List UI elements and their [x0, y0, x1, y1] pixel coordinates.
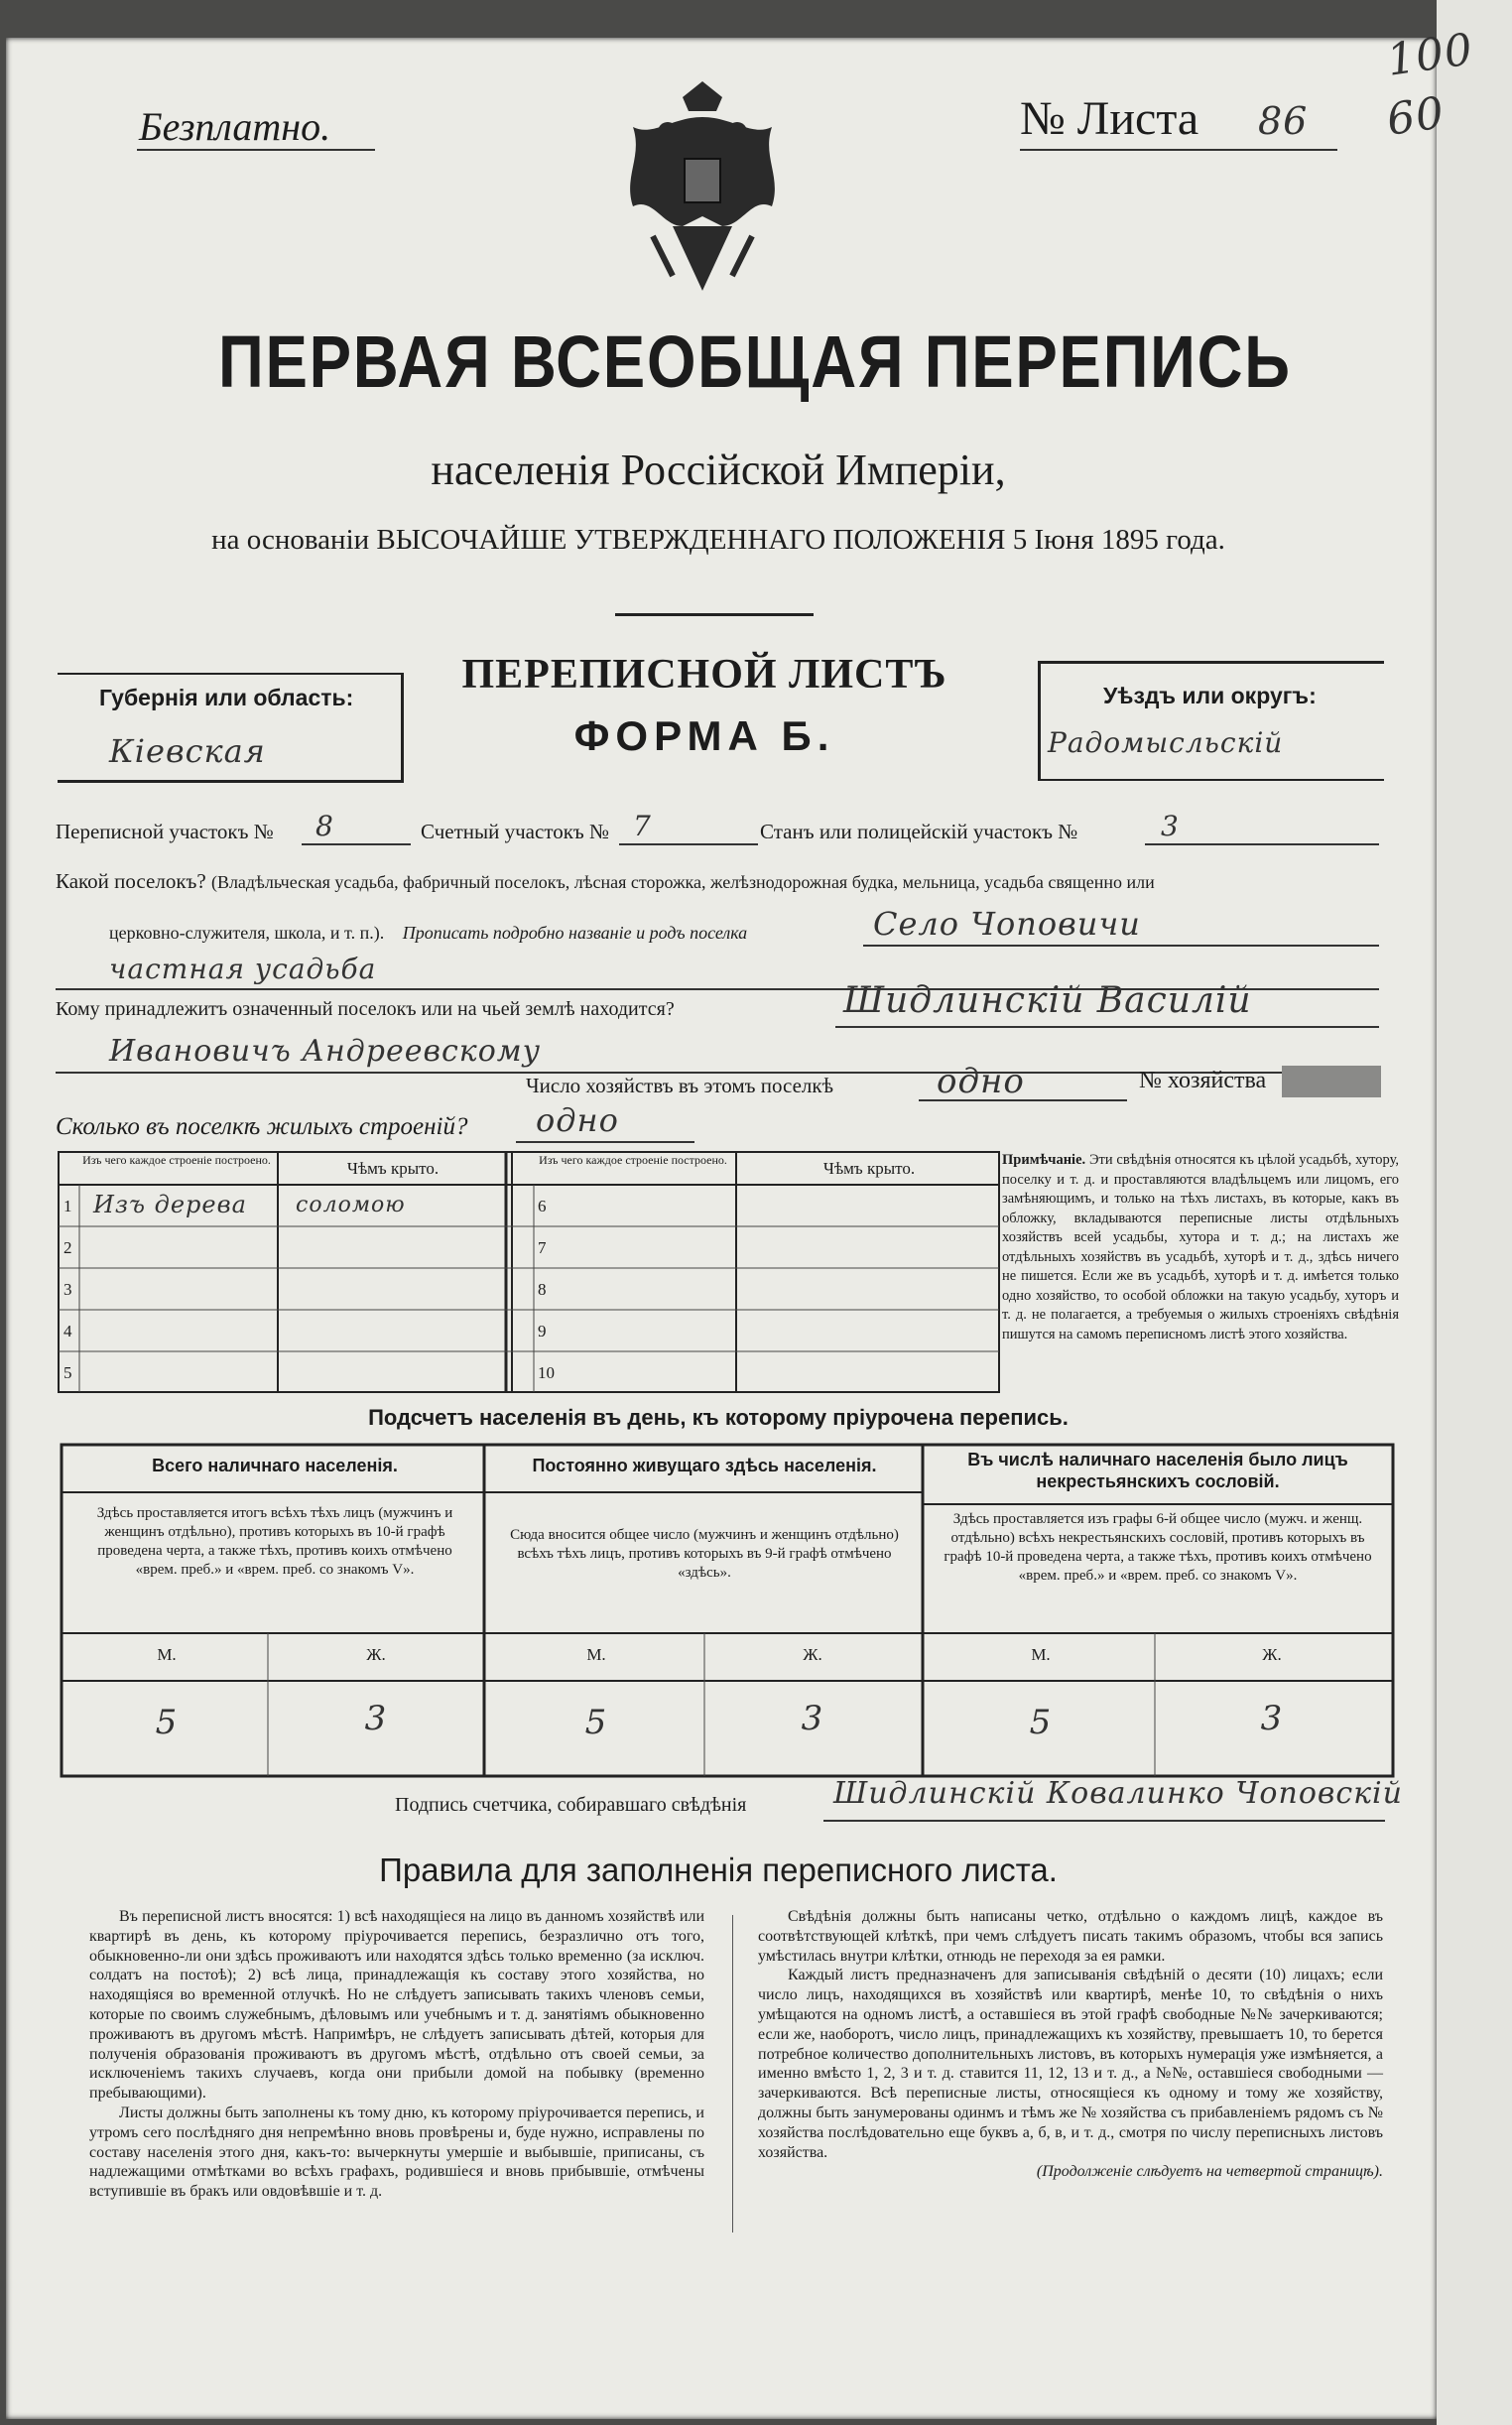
building-row-number: 1	[63, 1197, 72, 1215]
province-label: Губернія или область:	[99, 685, 354, 710]
count-area-label: Счетный участокъ №	[421, 820, 610, 843]
col-material-right: Изъ чего каждое строеніе построено.	[539, 1153, 727, 1167]
settlement-hint: (Владѣльческая усадьба, фабричный поселокъ, лѣсная сторожка, желѣзнодорожная будка, мельница, усадьба священно или	[210, 872, 1155, 892]
sheet-number-value: 86	[1258, 99, 1309, 143]
district-value: Радомысльскій	[1048, 726, 1284, 759]
free-label: Безплатно.	[139, 104, 331, 149]
male-label: М.	[157, 1645, 177, 1664]
note-block	[1002, 1151, 1399, 1344]
buildings-value: одно	[536, 1101, 619, 1139]
count-col-description: Здѣсь проставляется итогъ всѣхъ тѣхъ лицъ (мужчинъ и женщинъ отдѣльно), противъ которыхъ въ 10-й графѣ проведена черта, а также тѣхъ, противъ коихъ отмѣчено «врем. преб.» и «врем. преб. со знакомъ V».	[96, 1505, 453, 1578]
rules-continued: (Продолженіе слѣдуетъ на четвертой страницѣ).	[1036, 2163, 1383, 2181]
census-area-label: Переписной участокъ №	[56, 820, 274, 843]
male-label: М.	[586, 1645, 606, 1664]
police-area-value: 3	[1161, 810, 1180, 842]
building-row-number: 8	[538, 1280, 547, 1299]
count-col-title: Всего наличнаго населенія.	[152, 1456, 398, 1475]
corner-number-2: 60	[1383, 87, 1449, 146]
district-box	[1038, 661, 1384, 781]
settlement-value: Село Чоповичи	[873, 905, 1141, 943]
settlement-question	[56, 869, 1155, 894]
count-area-value: 7	[633, 810, 652, 842]
basis-line: на основаніи ВЫСОЧАЙШЕ УТВЕРЖДЕННАГО ПОЛОЖЕНІЯ 5 Іюня 1895 года.	[211, 524, 1225, 556]
district-label: Уѣздъ или округъ:	[1103, 683, 1317, 708]
settlement-instruction: Прописать подробно названіе и родъ поселка	[402, 923, 748, 943]
owner-question: Кому принадлежитъ означенный поселокъ или на чьей землѣ находится?	[56, 998, 675, 1020]
households-label: Число хозяйствъ въ этомъ поселкѣ	[526, 1074, 833, 1097]
adjacent-page-strip	[1437, 0, 1512, 2425]
settlement-hint2: церковно-служителя, школа, и т. п.).	[109, 923, 385, 943]
building-roof: соломою	[296, 1193, 406, 1217]
building-row-number: 9	[538, 1322, 547, 1340]
female-label: Ж.	[366, 1645, 386, 1664]
police-area-label: Станъ или полицейскій участокъ №	[760, 820, 1078, 843]
rules-left-p2: Листы должны быть заполнены къ тому дню, къ которому пріурочивается перепись, и утромъ сего послѣдняго дня непремѣнно вновь провѣрены и, буде нужно, исправлены по составу населенія этого дня, какъ-то: вычеркнуты умершіе и выбывшіе, приписаны, съ надлежащими отмѣтками во всѣхъ графахъ, родившіеся и вновь прибывшіе, отмѣчены вступившіе въ бракъ или овдовѣвшіе и т. д.	[89, 2104, 704, 2201]
sheet-title: ПЕРЕПИСНОЙ ЛИСТЪ	[461, 652, 947, 698]
building-material: Изъ дерева	[93, 1191, 247, 1218]
male-count: 5	[155, 1703, 179, 1742]
signature-label: Подпись счетчика, собиравшаго свѣдѣнія	[395, 1794, 747, 1816]
rules-divider	[732, 1915, 733, 2233]
rules-right-p1: Свѣдѣнія должны быть написаны четко, отдѣльно о каждомъ лицѣ, каждое въ соотвѣтствующей клѣткѣ, при чемъ слѣдуетъ писать такимъ образомъ, чтобы вся запись умѣстилась внутри клѣтки, отнюдь не переходя за ея рамки.	[758, 1908, 1383, 1965]
corner-number-1: 100	[1383, 24, 1477, 86]
note-title: Примѣчаніе.	[1002, 1152, 1086, 1168]
rules-heading: Правила для заполненія переписного листа.	[379, 1851, 1058, 1888]
sheet-number-text: № Листа	[1020, 92, 1199, 145]
rules-right-p2: Каждый листъ предназначенъ для записыванія свѣдѣній о десяти (10) лицахъ; если число лицъ, находящихся въ хозяйствѣ или квартирѣ, менѣе 10, то свѣдѣнія о нихъ умѣщаются на одномъ листѣ, а оставшіеся въ этой графѣ свободные №№ зачеркиваются; если же, наоборотъ, число лицъ, принадлежащихъ къ хозяйству, превышаетъ 10, то берется потребное количество дополнительныхъ листовъ, въ которыхъ нумерація уже измѣняется, а именно вмѣсто 1, 2, 3 и т. д. ставится 11, 12, 13 и т. д., а №№, оставшіеся свободными — зачеркиваются. Всѣ переписные листы, относящіеся къ одному и тому же хозяйству, должны быть занумерованы одинмъ и тѣмъ же № хозяйства съ прибавленіемъ рядомъ съ № хозяйства послѣдовательно еще буквъ а, б, в, и т. д., смотря по числу переписныхъ листовъ хозяйства.	[758, 1967, 1383, 2161]
building-row-number: 6	[538, 1197, 547, 1215]
sheet-number-label	[1020, 91, 1198, 146]
household-no-label: № хозяйства	[1139, 1068, 1267, 1093]
building-row-number: 5	[63, 1363, 72, 1382]
female-count: 3	[801, 1699, 824, 1738]
settlement-hint-line2	[109, 923, 747, 944]
count-col-description: Сюда вносится общее число (мужчинъ и женщинъ отдѣльно) всѣхъ тѣхъ лицъ, противъ которыхъ въ 9-й графѣ отмѣчено «здѣсь».	[510, 1527, 899, 1581]
female-count: 3	[364, 1699, 388, 1738]
buildings-table	[58, 1151, 1000, 1393]
double-headed-eagle-icon	[613, 77, 792, 306]
count-col-title: Постоянно живущаго здѣсь населенія.	[532, 1456, 877, 1475]
count-table	[60, 1443, 1395, 1778]
province-value: Кіевская	[109, 732, 266, 770]
owner-value-2: Ивановичъ Андреевскому	[109, 1034, 542, 1069]
buildings-question: Сколько въ поселкѣ жилыхъ строеній?	[56, 1113, 468, 1140]
count-heading: Подсчетъ населенія въ день, къ которому пріурочена перепись.	[368, 1405, 1069, 1430]
count-col-title: Въ числѣ наличнаго населенія было лицъ некрестьянскихъ сословій.	[967, 1450, 1348, 1491]
note-text: Эти свѣдѣнія относятся къ цѣлой усадьбѣ, хутору, поселку и т. д. и проставляются владѣльцемъ или лицомъ, его замѣняющимъ, и только на тѣхъ листахъ, въ которые, какъ въ обложку, вкладываются переписные листы отдѣльныхъ хозяйствъ всей усадьбы, хутора и т. д.; на листахъ же отдѣльныхъ хозяйствъ въ усадьбѣ, хуторѣ и т. д., здѣсь ничего не пишется. Если же въ усадьбѣ, хуторѣ и т. д. имѣется только одно хозяйство, то особой обложки на такую усадьбу, хуторъ и т. д. не полагается, а требуемыя о жилыхъ строеніяхъ свѣдѣнія пишутся на самомъ переписномъ листѣ этого хозяйства.	[1002, 1152, 1400, 1342]
building-row-number: 10	[538, 1363, 555, 1382]
settlement-value-2: частная усадьба	[109, 953, 377, 985]
households-value: одно	[937, 1062, 1025, 1101]
male-count: 5	[1029, 1703, 1053, 1742]
rules-right-column	[758, 1907, 1383, 2182]
col-material-left: Изъ чего каждое строеніе построено.	[82, 1153, 271, 1167]
male-label: М.	[1031, 1645, 1051, 1664]
building-row-number: 7	[538, 1238, 547, 1257]
subtitle: населенія Россійской Имперіи,	[431, 446, 1006, 494]
col-roof-right: Чѣмъ крыто.	[822, 1159, 916, 1178]
female-count: 3	[1260, 1699, 1284, 1738]
female-label: Ж.	[803, 1645, 822, 1664]
building-row-number: 3	[63, 1280, 72, 1299]
signature-value: Шидлинскій Ковалинко Чоповскій	[833, 1776, 1403, 1811]
rules-left-column	[89, 1907, 704, 2202]
male-count: 5	[584, 1703, 608, 1742]
owner-value: Шидлинскій Василій	[843, 980, 1252, 1021]
female-label: Ж.	[1262, 1645, 1282, 1664]
form-name: ФОРМА Б.	[573, 712, 835, 759]
census-area-value: 8	[315, 810, 334, 842]
col-roof-left: Чѣмъ крыто.	[346, 1159, 440, 1178]
rules-left-p1: Въ переписной листъ вносятся: 1) всѣ находящіеся на лицо въ данномъ хозяйствѣ или квартирѣ въ день, къ которому пріурочивается перепись, безразлично отъ того, обыкновенно-ли они здѣсь проживаютъ или находятся здѣсь только временно (за исключ. солдатъ на постоѣ); 2) всѣ лица, принадлежащія къ составу этого хозяйства, но находящіяся во временной отлучкѣ. Но не слѣдуетъ записывать такихъ членовъ семьи, которые по своимъ служебнымъ, дѣловымъ или учебнымъ и т. д. занятіямъ обыкновенно проживаютъ въ другомъ мѣстѣ. Напримѣръ, не слѣдуетъ записывать дѣтей, которыя для полученія образованія проживаютъ въ другомъ мѣстѣ, отдѣльно отъ своей семьи, за исключеніемъ такихъ случаевъ, когда они прибыли домой на побывку (временно пребывающими).	[89, 1908, 704, 2103]
building-row-number: 2	[63, 1238, 72, 1257]
building-row-number: 4	[63, 1322, 72, 1340]
household-no-field	[1282, 1066, 1381, 1097]
settlement-q-text: Какой поселокъ?	[56, 869, 206, 893]
main-title: ПЕРВАЯ ВСЕОБЩАЯ ПЕРЕПИСЬ	[218, 320, 1292, 403]
count-col-description: Здѣсь проставляется изъ графы 6-й общее число (мужч. и женщ. отдѣльно) всѣхъ некрестьянскихъ сословій, противъ которыхъ въ графѣ 10-й проведена черта, а также тѣхъ, противъ коихъ отмѣчено «врем. преб.» и «врем. преб. со знакомъ V».	[944, 1511, 1372, 1584]
